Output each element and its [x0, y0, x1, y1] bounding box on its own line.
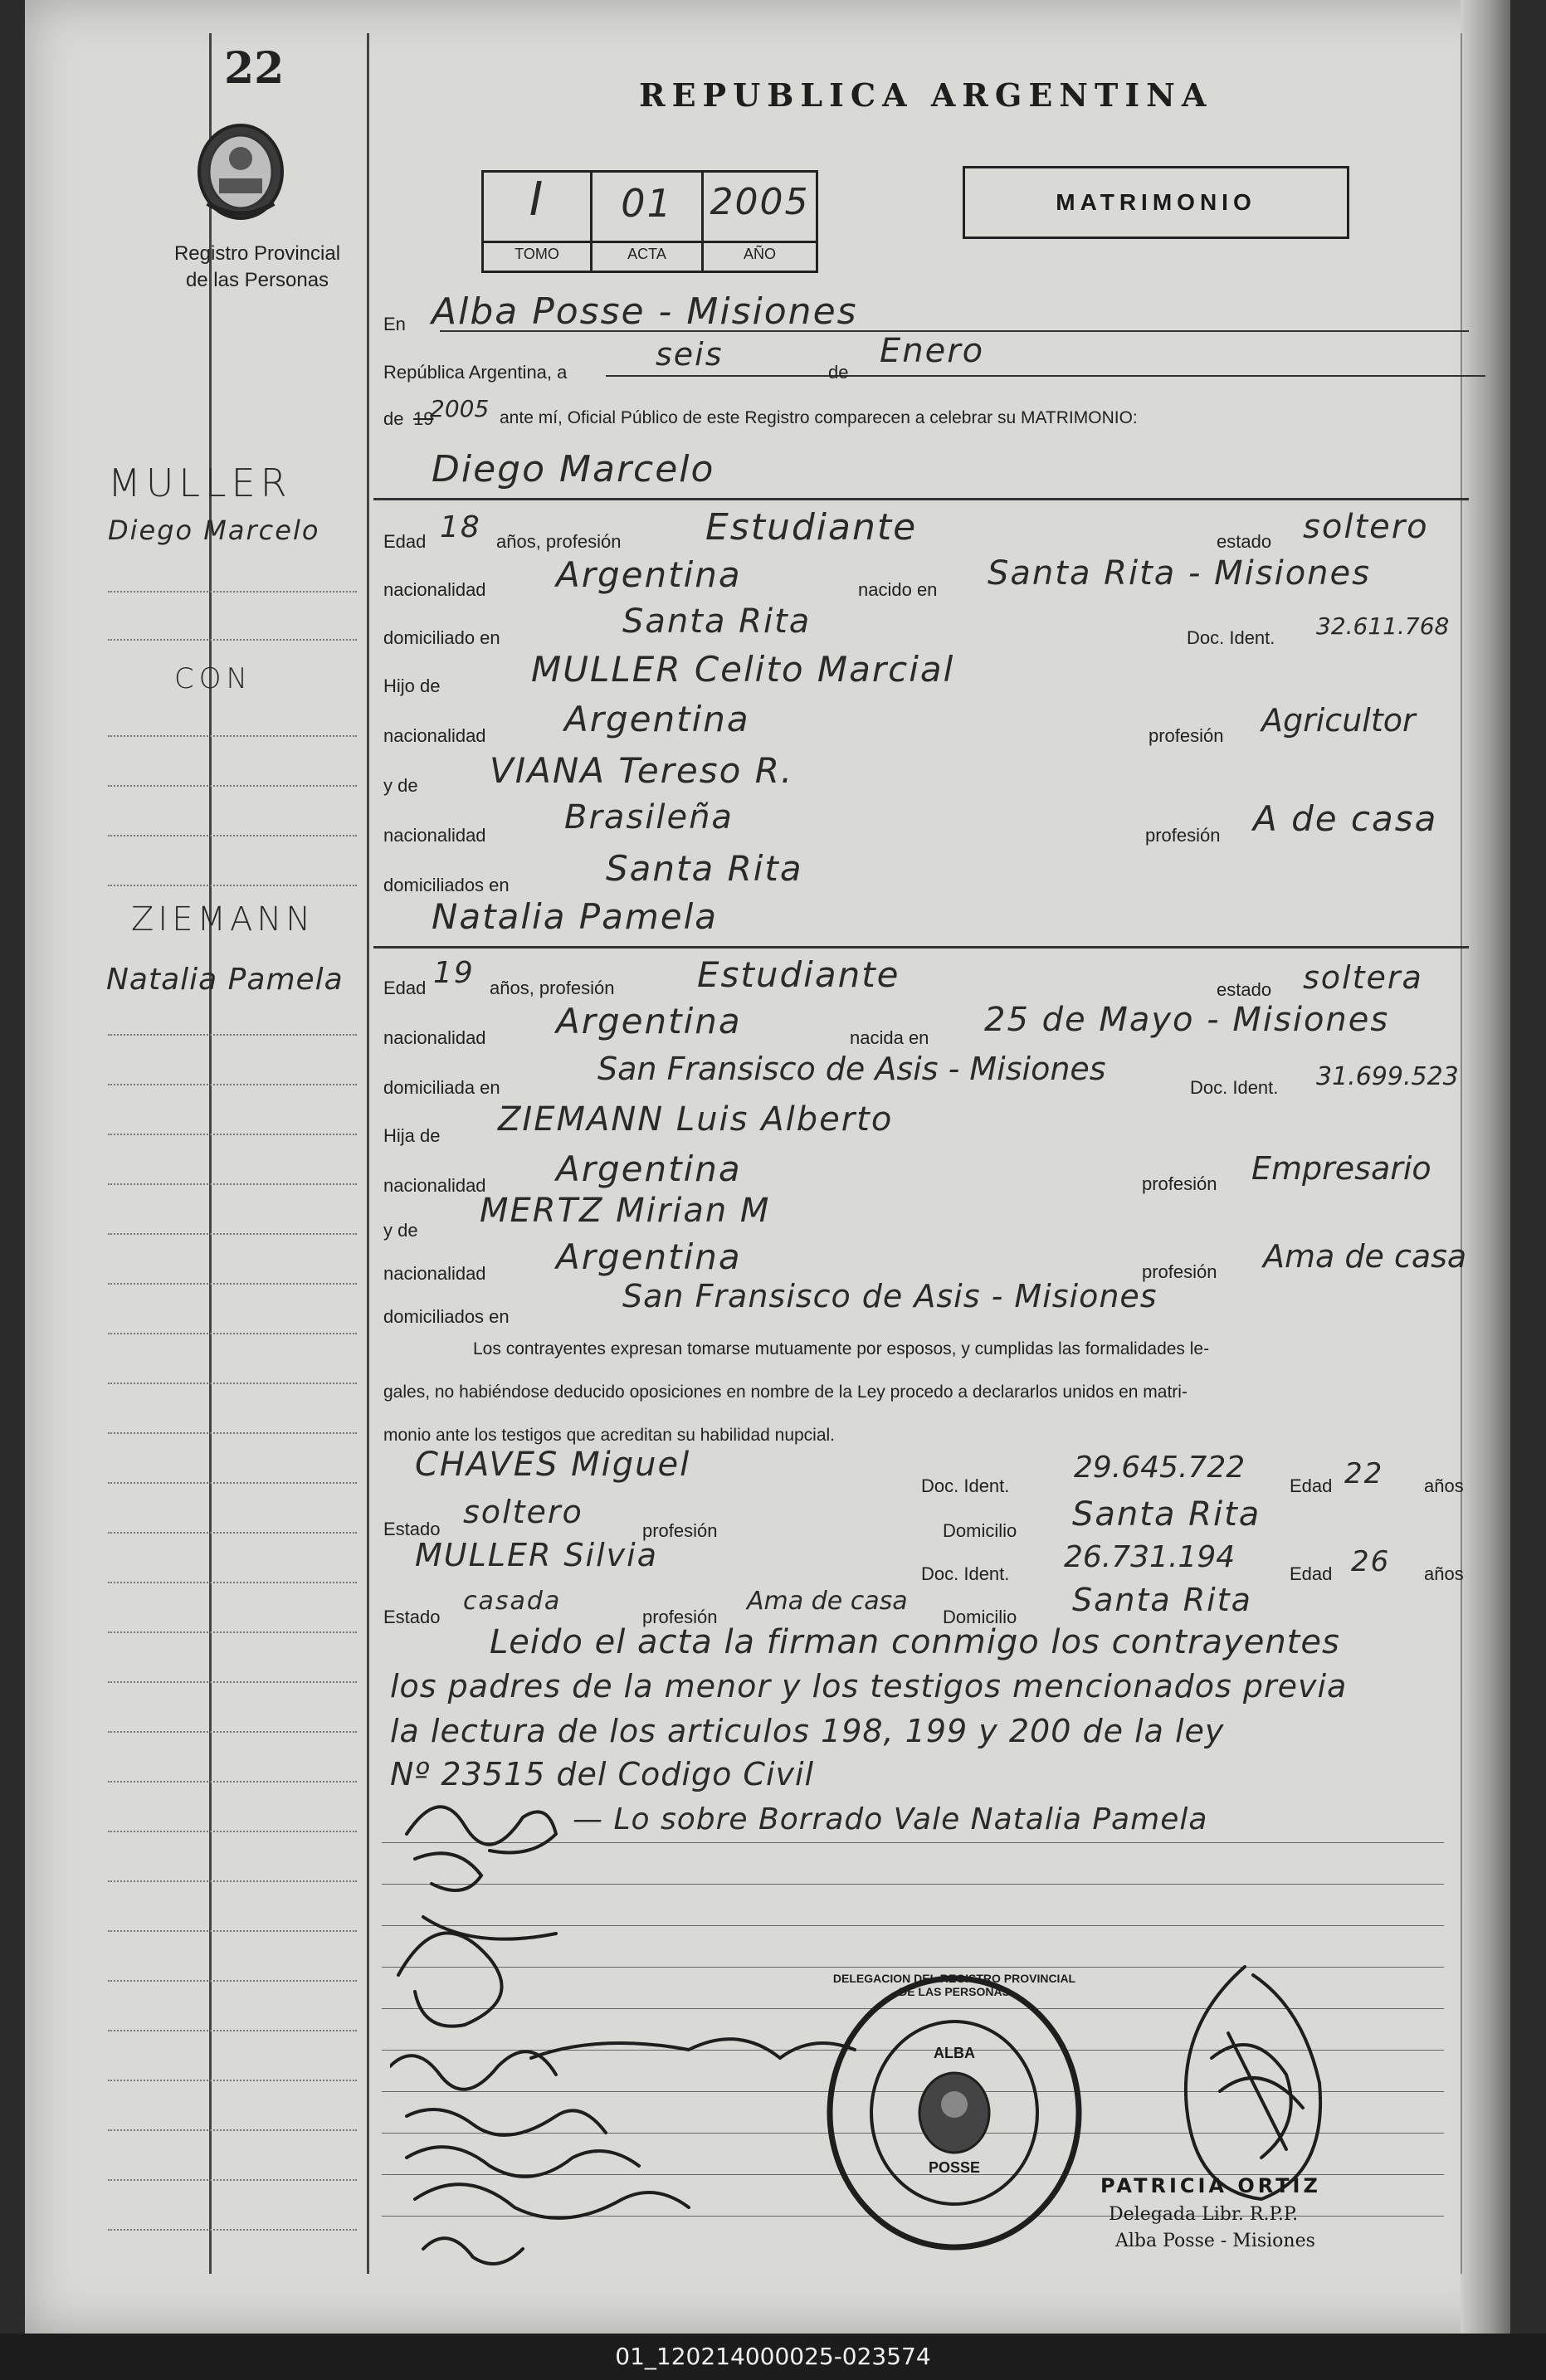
- margin-bride-surname: ZIEMANN: [131, 900, 315, 939]
- witness2-name: MULLER Silvia: [415, 1537, 659, 1573]
- bride-age: 19: [433, 956, 475, 990]
- bride-father-profession: Empresario: [1251, 1150, 1431, 1187]
- declaration-line1: Los contrayentes expresan tomarse mutuamente por esposos, y cumplidas las formalidades le-: [473, 1339, 1210, 1358]
- groom-civil-state: soltero: [1303, 508, 1429, 546]
- margin-line-right: [367, 33, 369, 2274]
- right-border-line: [1461, 33, 1462, 2274]
- witness2-profession: Ama de casa: [747, 1587, 908, 1616]
- bride-domicile: San Fransisco de Asis - Misiones: [597, 1051, 1106, 1087]
- groom-profession: Estudiante: [705, 506, 918, 549]
- bride-names: Natalia Pamela: [432, 896, 719, 937]
- margin-groom-surname: MULLER: [108, 461, 292, 505]
- label-de-mes: de: [828, 362, 849, 383]
- page-number: 22: [224, 43, 285, 94]
- label-nacionalidad-bfather: nacionalidad: [383, 1175, 486, 1196]
- document-page: [25, 0, 1510, 2334]
- official-place: Alba Posse - Misiones: [1115, 2231, 1315, 2251]
- bride-mother-profession: Ama de casa: [1263, 1238, 1467, 1275]
- label-intro-rest: ante mí, Oficial Público de este Registro comparecen a celebrar su MATRIMONIO:: [500, 408, 1138, 427]
- witness2-doc: 26.731.194: [1064, 1540, 1236, 1574]
- groom-domicile: Santa Rita: [622, 602, 812, 641]
- label-anos-profesion-bride: años, profesión: [490, 978, 615, 998]
- closing-line2: los padres de la menor y los testigos mencionados previa: [390, 1668, 1348, 1705]
- tomo-acta-ano-box: [481, 170, 818, 273]
- label-domiciliada-en: domiciliada en: [383, 1077, 500, 1098]
- label-de-year: de: [383, 408, 404, 429]
- declaration-line3: monio ante los testigos que acreditan su habilidad nupcial.: [383, 1426, 836, 1445]
- groom-names: Diego Marcelo: [432, 448, 715, 490]
- bride-profession: Estudiante: [697, 954, 900, 995]
- label-domiciliados-bride: domiciliados en: [383, 1306, 510, 1327]
- label-nacida-en: nacida en: [850, 1027, 929, 1048]
- label-estado-w2: Estado: [383, 1607, 441, 1627]
- bride-doc: 31.699.523: [1316, 1062, 1459, 1091]
- acta-label: ACTA: [627, 246, 666, 262]
- declaration-line2: gales, no habiéndose deducido oposiciones en nombre de la Ley procedo a declararlos unidos en matri-: [383, 1383, 1188, 1402]
- official-round-stamp: [822, 1972, 1087, 2254]
- label-nacionalidad-groom: nacionalidad: [383, 579, 486, 600]
- groom-mother: VIANA Tereso R.: [490, 750, 794, 791]
- file-name-bar: 01_120214000025-023574: [0, 2334, 1546, 2380]
- country-title: REPUBLICA ARGENTINA: [639, 76, 1213, 114]
- label-hijo-de: Hijo de: [383, 675, 441, 696]
- stamp-inner-line2: POSSE: [928, 2159, 981, 2176]
- official-name: PATRICIA ORTIZ: [1100, 2174, 1321, 2197]
- groom-mother-profession: A de casa: [1253, 798, 1438, 839]
- witness2-age: 26: [1351, 1545, 1391, 1578]
- label-domiciliado-en: domiciliado en: [383, 627, 500, 648]
- label-domiciliados-groom: domiciliados en: [383, 875, 510, 895]
- label-edad-w2: Edad: [1290, 1563, 1333, 1584]
- label-edad-w1: Edad: [1290, 1475, 1333, 1496]
- label-anos-profesion-groom: años, profesión: [496, 531, 622, 552]
- label-doc-w1: Doc. Ident.: [921, 1475, 1010, 1496]
- official-title: Delegada Libr. R.P.P.: [1109, 2204, 1299, 2225]
- bride-civil-state: soltera: [1303, 959, 1423, 996]
- closing-line5: — Lo sobre Borrado Vale Natalia Pamela: [573, 1802, 1208, 1836]
- doc-type-label: MATRIMONIO: [1056, 189, 1256, 215]
- groom-father-profession: Agricultor: [1261, 702, 1416, 739]
- witness2-domicile: Santa Rita: [1072, 1582, 1252, 1618]
- label-estado-groom: estado: [1217, 531, 1272, 552]
- label-en: En: [383, 314, 406, 334]
- registry-name-line1: Registro Provincial: [173, 242, 341, 265]
- label-doc-w2: Doc. Ident.: [921, 1563, 1010, 1584]
- bride-father-nationality: Argentina: [556, 1149, 742, 1189]
- label-domicilio-w1: Domicilio: [943, 1520, 1017, 1541]
- label-estado-bride: estado: [1217, 979, 1272, 1000]
- margin-groom-names: Diego Marcelo: [108, 515, 320, 546]
- label-profesion-w2: profesión: [642, 1607, 718, 1627]
- label-edad-bride: Edad: [383, 978, 427, 998]
- label-profesion-gmother: profesión: [1145, 825, 1221, 846]
- label-profesion-gfather: profesión: [1149, 725, 1224, 746]
- label-nacionalidad-bride: nacionalidad: [383, 1027, 486, 1048]
- label-profesion-bmother: profesión: [1142, 1261, 1217, 1282]
- label-nacionalidad-bmother: nacionalidad: [383, 1263, 486, 1284]
- groom-father-nationality: Argentina: [564, 699, 750, 739]
- label-nacionalidad-gfather: nacionalidad: [383, 725, 486, 746]
- bride-birthplace: 25 de Mayo - Misiones: [984, 1001, 1390, 1039]
- margin-bride-names: Natalia Pamela: [106, 963, 344, 997]
- label-nacido-en: nacido en: [858, 579, 938, 600]
- label-anos-w2: años: [1424, 1563, 1464, 1584]
- acta-value: 01: [621, 181, 673, 226]
- label-y-de-groom: y de: [383, 775, 418, 796]
- groom-age: 18: [440, 510, 481, 544]
- witness1-state: soltero: [463, 1494, 583, 1530]
- ano-value: 2005: [710, 181, 810, 223]
- bride-nationality: Argentina: [556, 1001, 742, 1041]
- label-republica: República Argentina, a: [383, 362, 568, 383]
- label-hija-de: Hija de: [383, 1125, 441, 1146]
- closing-line4: Nº 23515 del Codigo Civil: [390, 1756, 815, 1792]
- act-day: seis: [656, 336, 724, 373]
- stamp-ring-text: DELEGACION DEL REGISTRO PROVINCIAL DE LAS PERSONAS: [832, 1972, 1076, 1998]
- label-profesion-w1: profesión: [642, 1520, 718, 1541]
- tomo-label: TOMO: [515, 246, 559, 262]
- act-year-struck: 19: [413, 408, 434, 429]
- witness1-age: 22: [1344, 1457, 1384, 1490]
- doc-type-box: [963, 166, 1349, 239]
- bride-parents-domicile: San Fransisco de Asis - Misiones: [622, 1278, 1158, 1314]
- label-edad-groom: Edad: [383, 531, 427, 552]
- label-nacionalidad-gmother: nacionalidad: [383, 825, 486, 846]
- closing-line3: la lectura de los articulos 198, 199 y 200 de la ley: [390, 1713, 1225, 1749]
- groom-parents-domicile: Santa Rita: [606, 848, 803, 889]
- tomo-value: I: [529, 173, 545, 227]
- groom-birthplace: Santa Rita - Misiones: [988, 554, 1371, 593]
- bride-mother-nationality: Argentina: [556, 1236, 742, 1277]
- label-y-de-bride: y de: [383, 1220, 418, 1241]
- margin-con: CON: [174, 662, 252, 695]
- witness1-doc: 29.645.722: [1074, 1451, 1246, 1485]
- label-profesion-bfather: profesión: [1142, 1173, 1217, 1194]
- bride-father: ZIEMANN Luis Alberto: [498, 1100, 894, 1139]
- label-anos-w1: años: [1424, 1475, 1464, 1496]
- groom-doc: 32.611.768: [1316, 612, 1450, 640]
- closing-line1: Leido el acta la firman conmigo los contrayentes: [490, 1623, 1340, 1661]
- label-doc-bride: Doc. Ident.: [1190, 1077, 1279, 1098]
- margin-line-left: [209, 33, 212, 2274]
- label-domicilio-w2: Domicilio: [943, 1607, 1017, 1627]
- act-place: Alba Posse - Misiones: [432, 290, 858, 333]
- ano-label: AÑO: [743, 246, 776, 262]
- bride-mother: MERTZ Mirian M: [480, 1192, 771, 1230]
- groom-mother-nationality: Brasileña: [564, 798, 734, 836]
- stamp-inner-line1: ALBA: [934, 2045, 975, 2061]
- registry-name-line2: de las Personas: [185, 269, 329, 291]
- label-estado-w1: Estado: [383, 1519, 441, 1539]
- act-month: Enero: [880, 332, 985, 370]
- witness2-state: casada: [463, 1587, 562, 1616]
- act-year: 2005: [430, 395, 490, 422]
- groom-father: MULLER Celito Marcial: [531, 649, 955, 690]
- book-spine: [1461, 0, 1510, 2334]
- witness1-name: CHAVES Miguel: [415, 1446, 691, 1484]
- witness1-domicile: Santa Rita: [1072, 1495, 1261, 1534]
- groom-nationality: Argentina: [556, 554, 742, 595]
- label-doc-groom: Doc. Ident.: [1187, 627, 1275, 648]
- coat-of-arms-emblem: [183, 112, 299, 228]
